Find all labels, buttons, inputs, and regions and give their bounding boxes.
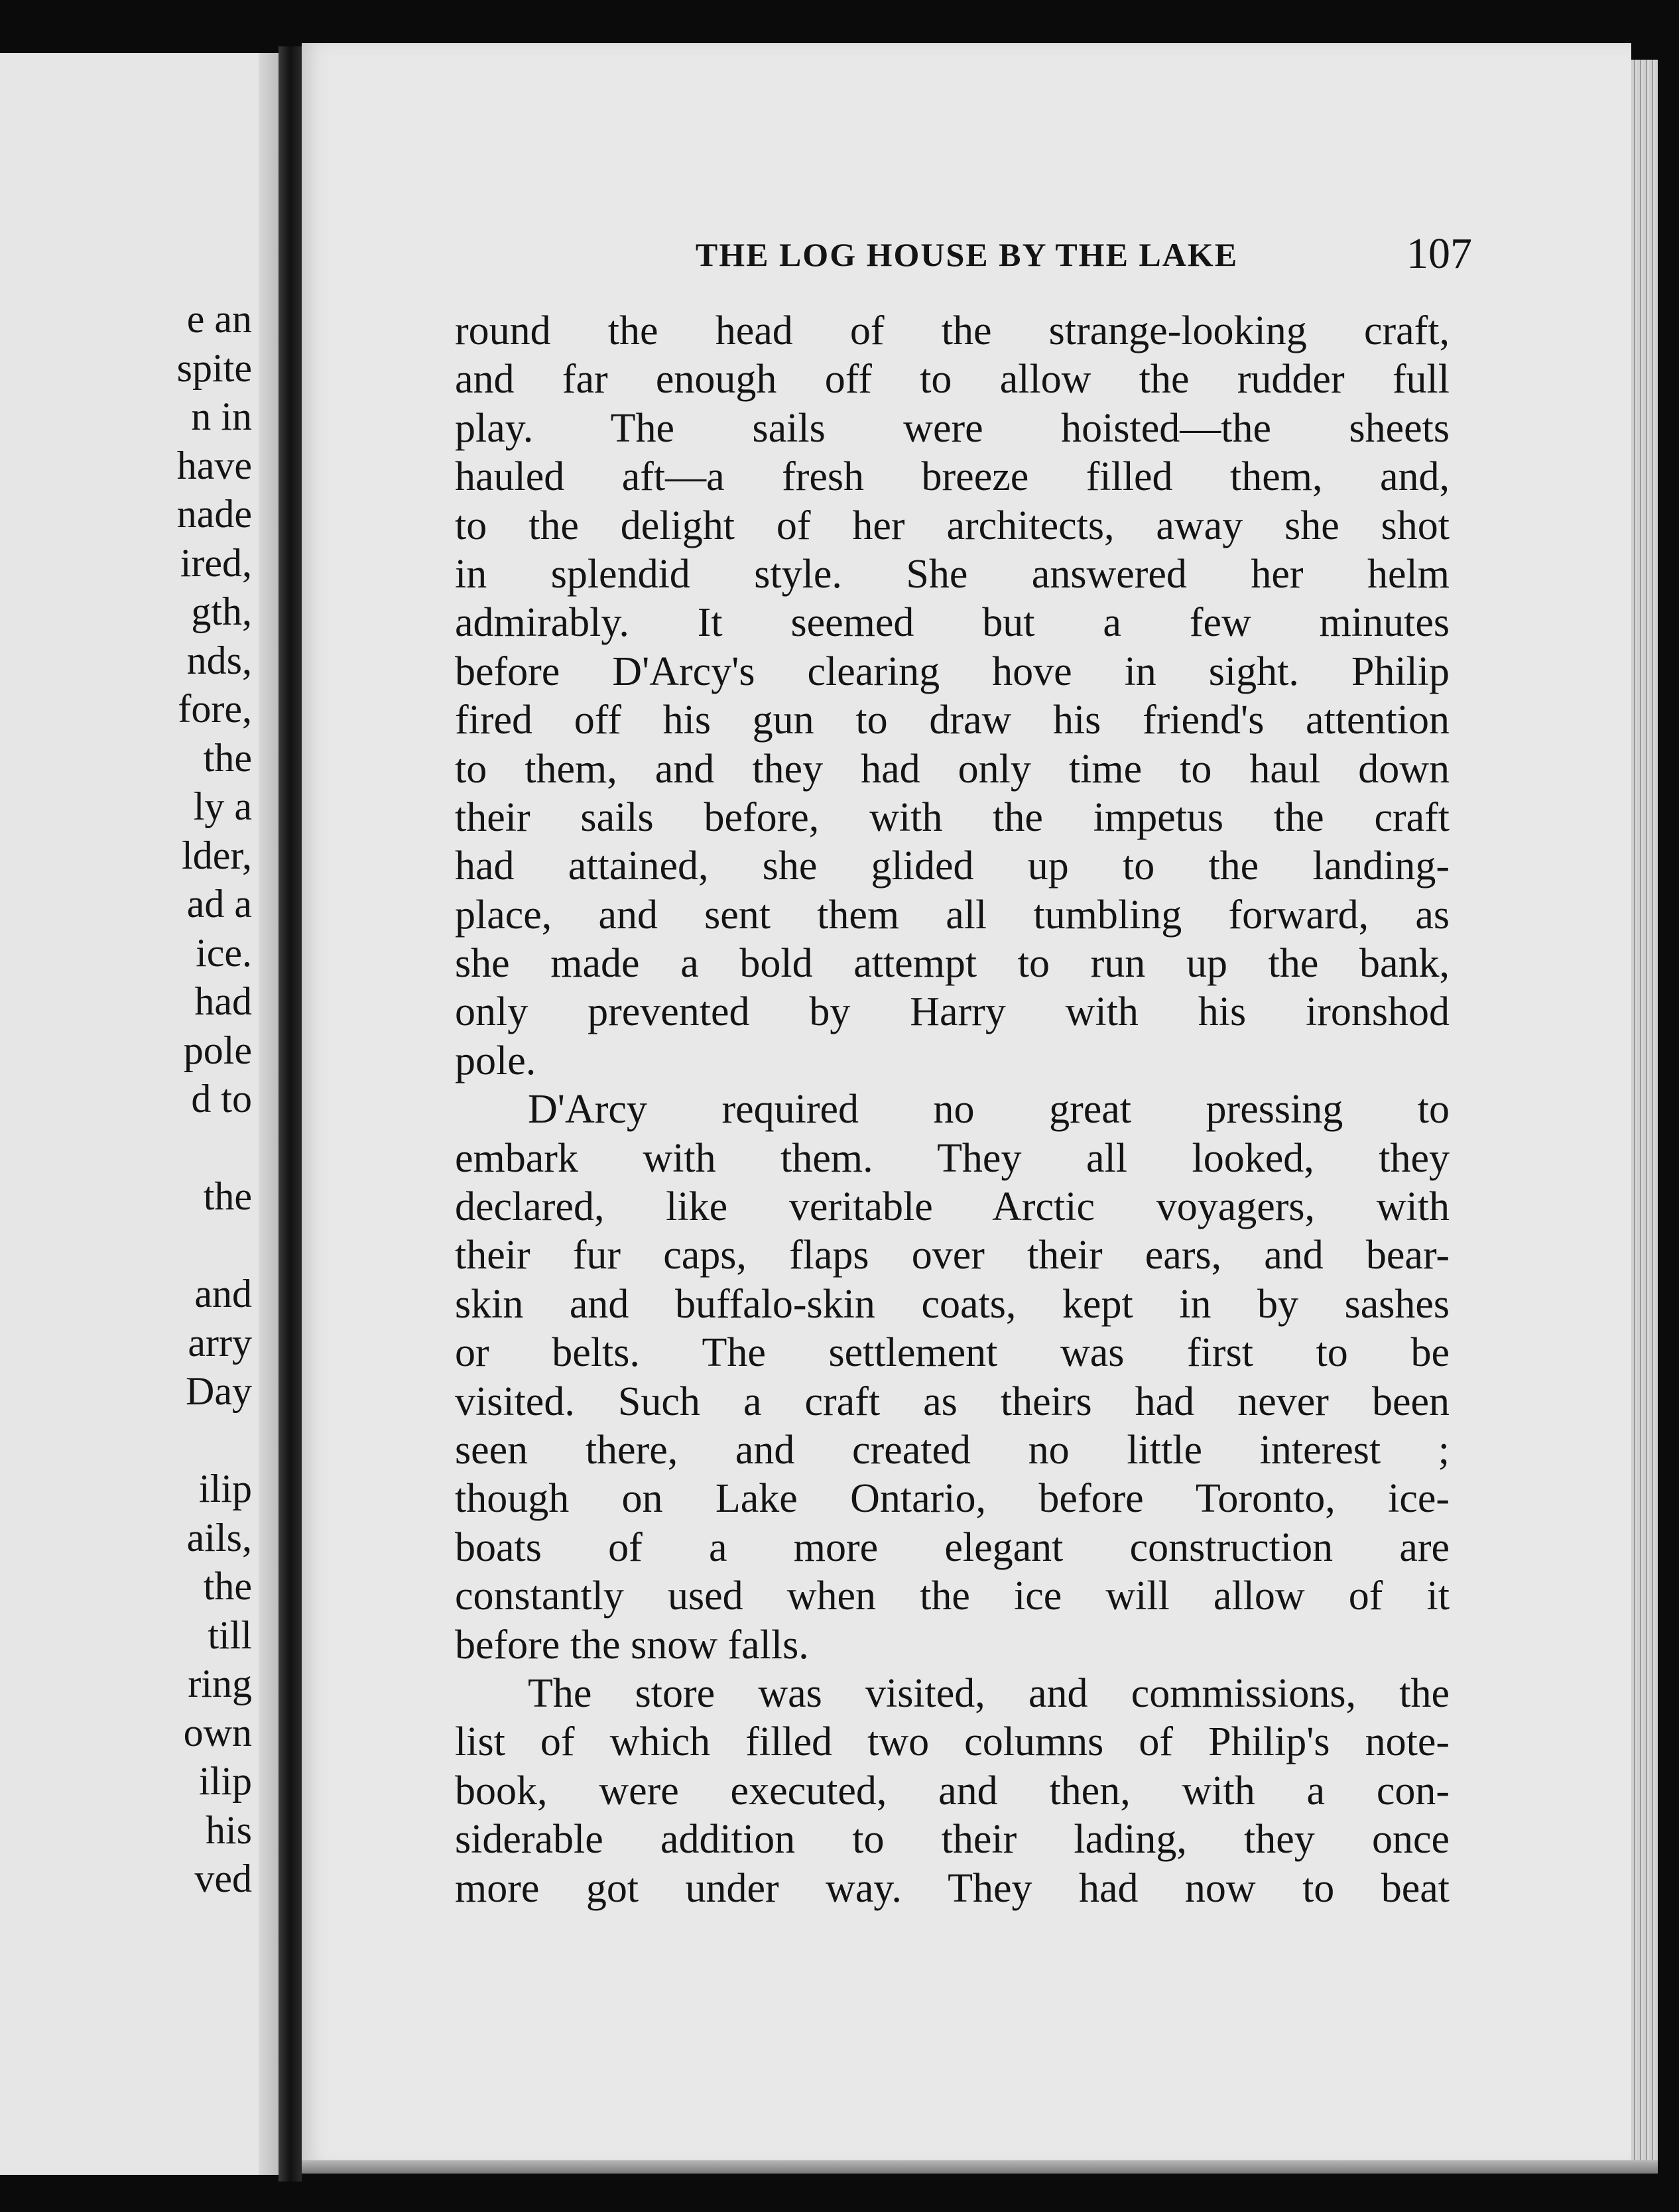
text-line: in splendid style. She answered her helm <box>455 551 1450 597</box>
text-line: visited. Such a craft as theirs had never been <box>455 1379 1450 1424</box>
left-line: gth, <box>191 589 252 633</box>
running-head: THE LOG HOUSE BY THE LAKE <box>695 236 1239 273</box>
left-line: ails, <box>186 1515 252 1560</box>
left-line: the <box>203 1564 252 1608</box>
left-line <box>0 1221 252 1270</box>
text-line: constantly used when the ice will allow of it <box>455 1573 1450 1619</box>
text-line: their sails before, with the impetus the craft <box>455 794 1450 840</box>
left-page <box>0 53 279 2175</box>
left-page-gutter <box>259 53 279 2175</box>
text-line: hauled aft—a fresh breeze filled them, and, <box>455 454 1450 500</box>
text-line: round the head of the strange-looking craft, <box>455 308 1450 353</box>
left-line: and <box>194 1272 252 1316</box>
left-line: own <box>183 1710 252 1754</box>
left-line: the <box>203 735 252 780</box>
left-line: pole <box>183 1028 252 1072</box>
text-line: only prevented by Harry with his ironshod <box>455 989 1450 1035</box>
body-text <box>455 307 1450 1913</box>
text-line: seen there, and created no little interest ; <box>455 1427 1450 1473</box>
text-line: their fur caps, flaps over their ears, and bear- <box>455 1233 1450 1278</box>
book-spine <box>279 46 302 2181</box>
text-line: before the snow falls. <box>455 1622 809 1668</box>
left-line: the <box>203 1174 252 1218</box>
text-line: or belts. The settlement was first to be <box>455 1330 1450 1376</box>
left-line: ilip <box>198 1759 252 1803</box>
left-line: ly a <box>193 784 252 828</box>
text-line: and far enough off to allow the rudder full <box>455 357 1450 402</box>
text-line: fired off his gun to draw his friend's attention <box>455 698 1450 743</box>
text-line: place, and sent them all tumbling forward, as <box>455 892 1450 938</box>
text-line: more got under way. They had now to beat <box>455 1865 1450 1911</box>
left-line: nds, <box>186 638 252 682</box>
text-line: before D'Arcy's clearing hove in sight. Philip <box>455 648 1450 694</box>
text-line: admirably. It seemed but a few minutes <box>455 600 1450 646</box>
text-line: siderable addition to their lading, they once <box>455 1817 1450 1863</box>
text-line: pole. <box>455 1038 536 1083</box>
text-line: list of which filled two columns of Philip's note- <box>455 1719 1450 1765</box>
left-line: nade <box>176 492 252 536</box>
text-line: to the delight of her architects, away she shot <box>455 503 1450 548</box>
text-line: book, were executed, and then, with a con- <box>455 1768 1450 1813</box>
left-line: ired, <box>180 540 252 585</box>
text-line: play. The sails were hoisted—the sheets <box>455 405 1450 451</box>
left-line: his <box>205 1808 252 1852</box>
paragraph-start-line: The store was visited, and commissions, the <box>528 1670 1450 1716</box>
text-line: boats of a more elegant construction are <box>455 1524 1450 1570</box>
page-number: 107 <box>1406 229 1472 278</box>
left-line: ad a <box>186 882 252 926</box>
left-line: lder, <box>182 833 252 877</box>
left-line: have <box>176 443 252 487</box>
text-line: had attained, she glided up to the landing- <box>455 843 1450 889</box>
left-line: Day <box>186 1369 252 1413</box>
text-line: to them, and they had only time to haul down <box>455 746 1450 792</box>
left-line: fore, <box>178 687 252 731</box>
left-line: ice. <box>196 930 252 975</box>
left-line: had <box>194 979 252 1023</box>
left-line: ved <box>194 1857 252 1900</box>
left-line: arry <box>188 1320 252 1365</box>
left-line: e an <box>186 297 252 341</box>
left-line: ilip <box>198 1467 252 1510</box>
text-line: though on Lake Ontario, before Toronto, ice- <box>455 1476 1450 1522</box>
left-line: d to <box>191 1077 252 1121</box>
left-line <box>0 1416 252 1465</box>
left-line: spite <box>176 345 252 390</box>
left-line <box>0 1124 252 1173</box>
page-edge <box>1631 60 1658 2168</box>
text-line: embark with them. They all looked, they <box>455 1135 1450 1181</box>
text-line: skin and buffalo-skin coats, kept in by sashes <box>455 1281 1450 1327</box>
bottom-page-edge <box>302 2160 1658 2174</box>
text-line: she made a bold attempt to run up the bank, <box>455 941 1450 987</box>
left-line: ring <box>188 1662 252 1705</box>
left-page-text <box>0 295 252 1904</box>
text-line: declared, like veritable Arctic voyagers, with <box>455 1184 1450 1230</box>
paragraph-start-line: D'Arcy required no great pressing to <box>528 1087 1450 1133</box>
left-line: n in <box>191 395 252 438</box>
left-line: till <box>208 1613 252 1657</box>
